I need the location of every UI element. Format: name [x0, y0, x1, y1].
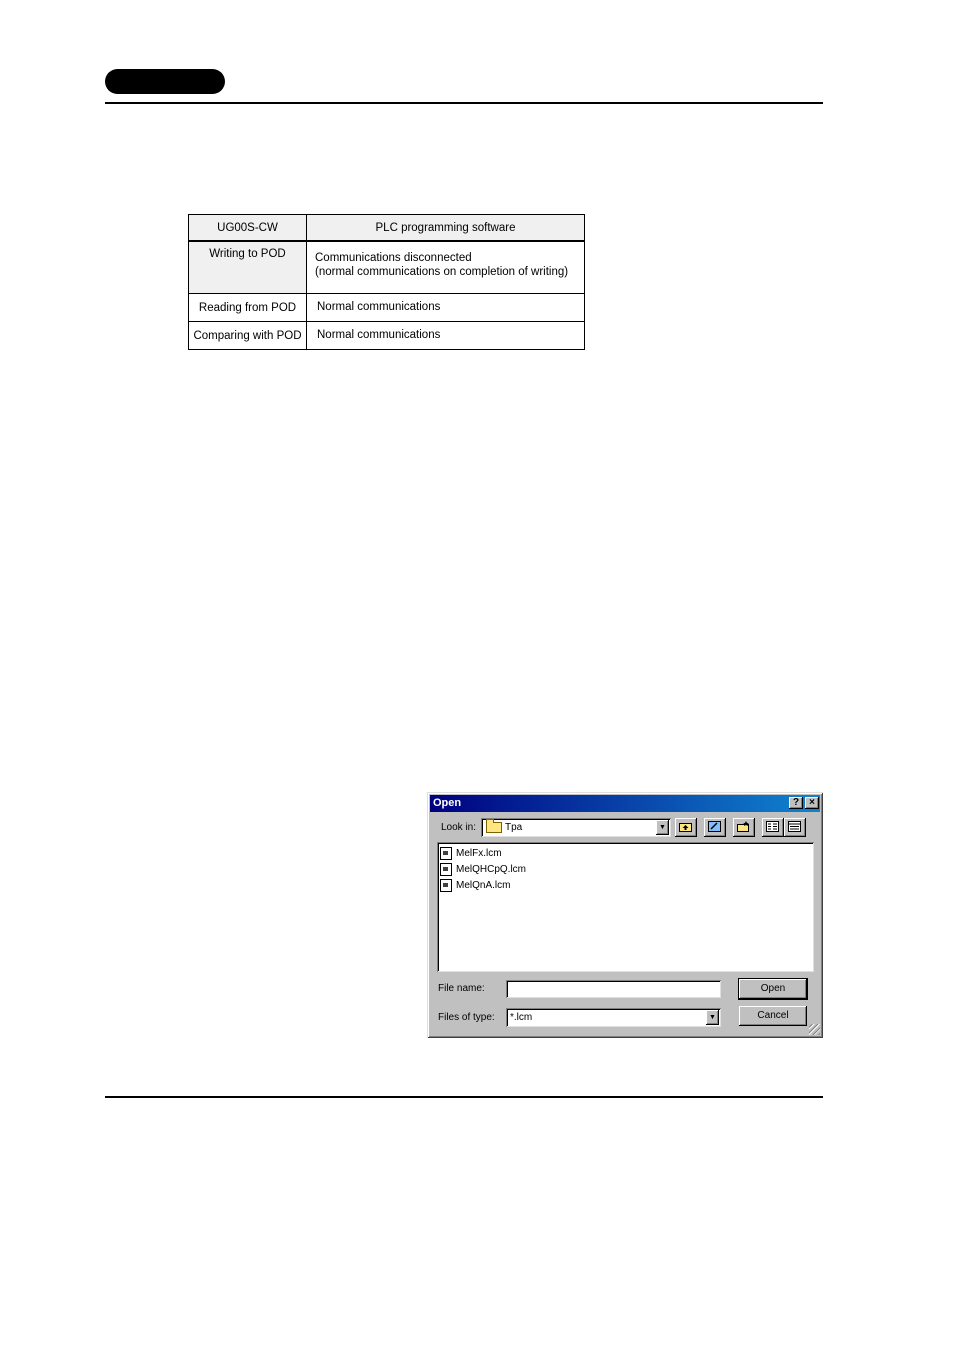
chapter-header-tab	[105, 69, 225, 94]
details-view-icon	[788, 821, 801, 832]
create-new-folder-button[interactable]	[733, 818, 755, 837]
table-row	[189, 294, 585, 322]
cancel-button[interactable]: Cancel	[739, 1006, 807, 1026]
list-item[interactable]	[440, 863, 526, 877]
look-in-label: Look in:	[441, 822, 477, 833]
files-of-type-label: Files of type:	[438, 1012, 495, 1023]
action-cell: Reading from POD	[189, 294, 307, 322]
table-header-row	[189, 215, 585, 242]
result-cell	[307, 241, 585, 294]
list-view-icon	[766, 821, 779, 832]
chevron-down-icon[interactable]: ▼	[706, 1010, 719, 1025]
result-cell: Normal communications	[307, 322, 585, 350]
files-of-type-value: *.lcm	[510, 1012, 533, 1023]
file-list[interactable]	[437, 842, 814, 972]
file-name: MelQHCpQ.lcm	[456, 864, 527, 876]
table-row	[189, 241, 585, 294]
resize-grip-icon[interactable]	[809, 1024, 820, 1035]
action-cell: Writing to POD	[189, 241, 307, 294]
desktop-button[interactable]	[704, 818, 726, 837]
folder-icon	[486, 822, 502, 833]
up-one-level-icon	[679, 821, 692, 832]
file-name: MelQnA.lcm	[456, 880, 511, 892]
header-rule	[105, 102, 823, 104]
footer-rule	[105, 1096, 823, 1098]
list-item[interactable]	[440, 847, 502, 861]
details-view-button[interactable]	[784, 818, 806, 837]
file-icon	[440, 863, 452, 876]
chevron-down-icon[interactable]: ▼	[656, 820, 669, 835]
table-row	[189, 322, 585, 350]
files-of-type-dropdown[interactable]	[506, 1008, 721, 1027]
open-dialog	[427, 792, 823, 1038]
file-name-input[interactable]	[506, 980, 721, 998]
look-in-value: Tpa	[505, 822, 523, 833]
list-item[interactable]	[440, 879, 510, 893]
column-header-ug00s: UG00S-CW	[189, 215, 307, 242]
look-in-dropdown[interactable]	[481, 818, 671, 837]
close-button[interactable]: ×	[805, 797, 819, 809]
column-header-plc-software: PLC programming software	[307, 215, 585, 242]
dialog-title: Open	[433, 797, 462, 809]
result-line: (normal communications on completion of writing)	[315, 266, 569, 278]
create-new-folder-icon	[737, 821, 750, 832]
file-icon	[440, 847, 452, 860]
action-cell: Comparing with POD	[189, 322, 307, 350]
result-line: Communications disconnected	[315, 252, 472, 264]
dialog-titlebar[interactable]	[430, 795, 820, 812]
desktop-icon	[708, 821, 721, 832]
comparison-table	[188, 214, 585, 350]
file-icon	[440, 879, 452, 892]
file-name-label: File name:	[438, 983, 485, 994]
help-button[interactable]: ?	[789, 797, 803, 809]
up-one-level-button[interactable]	[675, 818, 697, 837]
result-cell: Normal communications	[307, 294, 585, 322]
open-button[interactable]: Open	[739, 979, 807, 999]
file-name: MelFx.lcm	[456, 848, 502, 860]
list-view-button[interactable]	[762, 818, 784, 837]
